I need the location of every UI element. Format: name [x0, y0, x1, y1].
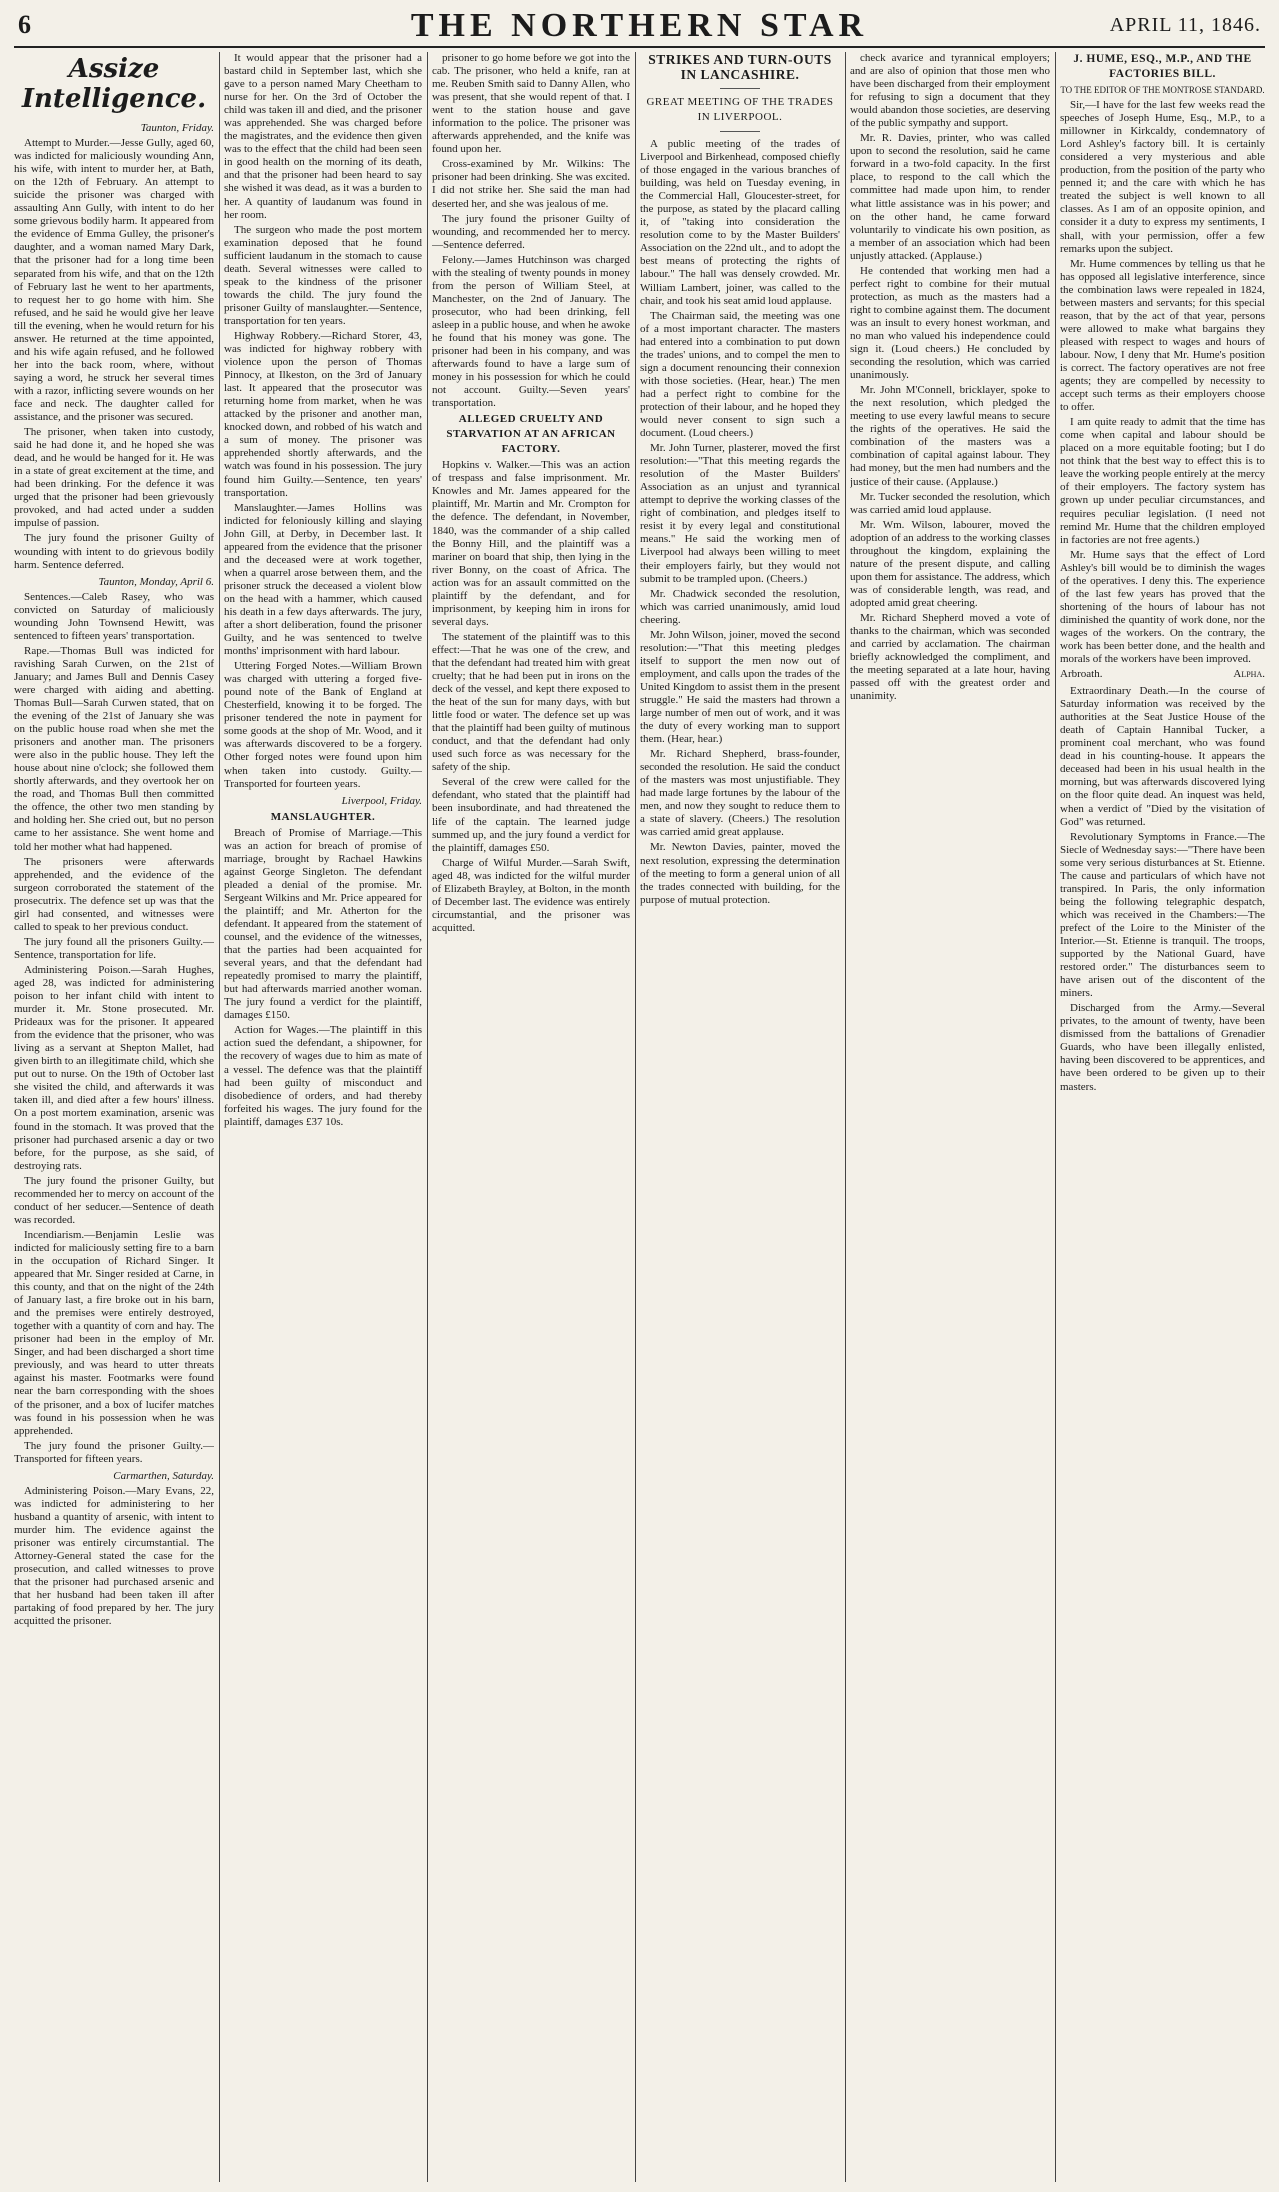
article-paragraph: Felony.—James Hutchinson was charged with the stealing of twenty pounds in money from the person of William Steel, at Manchester, on the 2nd of January. The prosecutor, who had been drinking, fell asleep in a public house, and when he awoke he found that his money was gone. The prisoner had been in his company, and was afterwards found to have a large sum of money in his possession for which he could not account. Guilty.—Seven years' transportation.: [432, 253, 630, 410]
article-paragraph: check avarice and tyrannical employers; and are also of opinion that those men who have been discharged from their employment for refusing to sign a document that they would abandon those societies, are deserving of the public sympathy and support.: [850, 52, 1050, 130]
article-paragraph: The statement of the plaintiff was to this effect:—That he was one of the crew, and that the defendant had treated him with great cruelty; that he had been put in irons on the deck of the vessel, and kept there exposed to the heat of the sun for many days, with but little food or water. The defence set up was that the plaintiff had been guilty of mutinous conduct, and that the defendant had only used such force as was necessary for the safety of the ship.: [432, 630, 630, 774]
article-paragraph: Mr. Wm. Wilson, labourer, moved the adoption of an address to the working classes throughout the kingdom, explaining the nature of the present dispute, and calling upon them for assistance. The address, which was of considerable length, was read, and adopted amid great cheering.: [850, 518, 1050, 609]
article-heading: ALLEGED CRUELTY AND STARVATION AT AN AFRICAN FACTORY.: [446, 413, 616, 456]
newspaper-title: THE NORTHERN STAR: [410, 7, 869, 44]
letter-place: Arbroath.: [1060, 668, 1103, 681]
article-paragraph: Mr. John Turner, plasterer, moved the first resolution:—"That this meeting regards the resolution of the Master Builders' Association as an unjust and tyrannical attempt to deprive the working classes of the right of combination, and pledges itself to resist it by every legal and constitutional means." He said the working men of Liverpool had always been willing to meet their employers fairly, but they would not submit to be trampled upon. (Cheers.): [640, 442, 840, 585]
article-paragraph: Action for Wages.—The plaintiff in this action sued the defendant, a shipowner, for the recovery of wages due to him as mate of a vessel. The defence was that the plaintiff had been guilty of misconduct and disobedience of orders, and had thereby forfeited his wages. The jury found for the plaintiff, damages £37 10s.: [224, 1024, 422, 1128]
article-paragraph: Several of the crew were called for the defendant, who stated that the plaintiff had been insubordinate, and had threatened the life of the captain. The learned judge summed up, and the jury found a verdict for the plaintiff, damages £50.: [432, 776, 630, 854]
dateline: Carmarthen, Saturday.: [113, 1469, 214, 1482]
dateline: Taunton, Friday.: [140, 122, 214, 134]
article-paragraph: Mr. John M'Connell, bricklayer, spoke to the next resolution, which pledged the meeting to use every lawful means to secure the rights of the operatives. He said the combination of the masters was a combination of capital against labour. They had money, but the men had numbers and the justice of their cause. (Applause.): [850, 384, 1050, 488]
dateline: Taunton, Monday, April 6.: [98, 575, 214, 588]
column-rule: [1055, 52, 1056, 2182]
article-heading: J. HUME, ESQ., M.P., AND THE FACTORIES BILL.: [1073, 53, 1252, 80]
column-1: [14, 52, 214, 2182]
letter-paragraph: Sir,—I have for the last few weeks read the speeches of Joseph Hume, Esq., M.P., to a millowner in Kirkcaldy, condemnatory of Lord Ashley's factory bill. It is certainly considered a very mysterious and able production, from the position of the party who penned it; and the care with which he has treated the subject is well known to all classes. As I am of an opposite opinion, and consider it a duty to express my sentiments, I shall, with your permission, offer a few remarks upon the subject.: [1060, 99, 1265, 255]
column-2: [224, 52, 422, 2182]
letter-signature: Alpha.: [1233, 668, 1265, 681]
column-3: [432, 52, 630, 2182]
article-paragraph: Sentences.—Caleb Rasey, who was convicted on Saturday of maliciously wounding John Townsend Hewitt, was sentenced to fifteen years' transportation.: [14, 590, 214, 642]
article-paragraph: Rape.—Thomas Bull was indicted for ravishing Sarah Curwen, on the 21st of January; and James Bull and Dennis Casey were charged with aiding and abetting. Thomas Bull—Sarah Curwen stated, that on the evening of the 21st of January she was on the public house road when she met the prisoners and another man. The prisoners were also in the public house. They left the house about nine o'clock; she followed them shortly afterwards, and they overtook her on the road, and Thomas Bull then committed the offence, the other two men standing by and holding her. She cried out, but no person came to her assistance. She went home and told her mother what had happened.: [14, 644, 214, 853]
article-paragraph: Extraordinary Death.—In the course of Saturday information was received by the authorities at the Seat Justice House of the death of Captain Hannibal Tucker, a prominent coal merchant, who was found dead in his counting-house. It appears the deceased had been in his usual health in the morning, but was afterwards discovered lying on the floor quite dead. An inquest was held, when a verdict of "Died by the visitation of God" was returned.: [1060, 685, 1265, 828]
article-paragraph: Mr. Chadwick seconded the resolution, which was carried unanimously, amid loud cheering.: [640, 587, 840, 626]
letter-paragraph: Mr. Hume says that the effect of Lord Ashley's bill would be to diminish the wages of the operatives. I deny this. The experience of the last few years has proved that the shortening of the hours of labour has not diminished the quantity of work done, nor the wages of the workers. On the contrary, the work has been better done, and the health and morals of the workers have been improved.: [1060, 548, 1265, 666]
columns: [14, 52, 1265, 2182]
article-paragraph: Revolutionary Symptoms in France.—The Siecle of Wednesday says:—"There have been some very serious disturbances at St. Etienne. The cause and particulars of which have not transpired. In Paris, the only information being the following telegraphic despatch, which was received in the Chambers:—The prefect of the Loire to the Minister of the Interior.—St. Etienne is tranquil. The troops, supported by the National Guard, have restored order." The disturbances seem to have arisen out of the discontent of the miners.: [1060, 830, 1265, 1000]
column-rule: [219, 52, 220, 2182]
newspaper-page: [14, 6, 1265, 2182]
article-paragraph: Incendiarism.—Benjamin Leslie was indicted for maliciously setting fire to a barn in the occupation of Richard Singer. It appeared that Mr. Singer resided at Carne, in this county, and that on the night of the 24th of January last, a fire broke out in his barn, and the premises were entirely destroyed, together with a quantity of corn and hay. The prisoner had been in the employ of Mr. Singer, and had been discharged a short time previously, and was heard to utter threats against his master. Footmarks were found near the barn corresponding with the shoes of the prisoner, and a box of lucifer matches was found in his possession when he was apprehended.: [14, 1228, 214, 1437]
article-paragraph: The Chairman said, the meeting was one of a most important character. The masters had entered into a combination to put down the trades' unions, and to compel the men to sign a document renouncing their connexion with those societies. (Hear, hear.) The men had a perfect right to combine for the protection of their labour, and he hoped they would never consent to sign such a document. (Loud cheers.): [640, 309, 840, 440]
page-number: 6: [18, 10, 31, 39]
column-4: [640, 52, 840, 2182]
article-paragraph: Uttering Forged Notes.—William Brown was charged with uttering a forged five-pound note of the Bank of England at Chesterfield, knowing it to be forged. The prisoner tendered the note in payment for some goods at the shop of Mr. Wood, and it was afterwards discovered to be a forgery. Other forged notes were found upon him when taken into custody. Guilty.—Transported for fourteen years.: [224, 660, 422, 790]
article-paragraph: Attempt to Murder.—Jesse Gully, aged 60, was indicted for maliciously wounding Ann, his wife, with intent to murder her, at Bath, on the 12th of February. An attempt to suicide the prisoner was charged with assaulting Ann Gully, with intent to do her some grievous bodily harm. It appeared from the evidence of Emma Gulley, the prisoner's daughter, and a woman named Mary Dark, that the prisoner had for a long time been separated from his wife, and that on the 12th of February last he went to her apartments, to request her to go home with him. She refused, and he said he would give her leave till the evening, when he would return for his answer. He returned at the time appointed, and his wife again refused, and he followed her into the back room, where, without saying a word, he struck her several times with a razor, inflicting severe wounds on her face and neck. The daughter called for assistance, and the prisoner was secured.: [14, 137, 214, 424]
article-paragraph: The jury found the prisoner Guilty, but recommended her to mercy on account of the conduct of her seducer.—Sentence of death was recorded.: [14, 1174, 214, 1226]
article-heading: STRIKES AND TURN-OUTS IN LANCASHIRE.: [648, 52, 832, 82]
article-paragraph: The jury found the prisoner Guilty of wounding with intent to do grievous bodily harm. Sentence deferred.: [14, 532, 214, 571]
article-paragraph: Mr. John Wilson, joiner, moved the second resolution:—"That this meeting pledges itself to support the men now out of employment, and calls upon the trades of the United Kingdom to assist them in the present struggle." He said the masters had thrown a large number of men out of work, and it was the duty of every working man to support them. (Hear, hear.): [640, 628, 840, 746]
article-subheading: TO THE EDITOR OF THE MONTROSE STANDARD.: [1060, 85, 1265, 95]
column-5: [850, 52, 1050, 2182]
letter-paragraph: Mr. Hume commences by telling us that he has opposed all legislative interference, since the combination laws were repealed in 1824, between masters and servants; for this special reason, that by the act of that year, persons were allowed to make what bargains they pleased with respect to wages and hours of labour. Now, I deny that Mr. Hume's position is correct. The factory operatives are not free agents; they are compelled by necessity to accept such terms as their employers choose to offer.: [1060, 257, 1265, 414]
article-paragraph: He contended that working men had a perfect right to combine for their mutual protection, as much as the masters had a right to combine against them. The document was an insult to every honest workman, and no man who valued his independence could sign it. (Loud cheers.) He concluded by seconding the resolution, which was carried unanimously.: [850, 264, 1050, 382]
article-paragraph: Mr. Richard Shepherd moved a vote of thanks to the chairman, which was seconded and carried by acclamation. The chairman briefly acknowledged the compliment, and the meeting separated at a late hour, having passed off with the greatest order and unanimity.: [850, 611, 1050, 703]
article-paragraph: The jury found all the prisoners Guilty.—Sentence, transportation for life.: [14, 935, 214, 961]
article-paragraph: Administering Poison.—Sarah Hughes, aged 28, was indicted for administering poison to her infant child with intent to murder it. Mr. Stone prosecuted. Mr. Prideaux was for the prisoner. It appeared from the evidence that the prisoner, who was living as a servant at Shepton Mallet, had given birth to an illegitimate child, which she put out to nurse. On the 19th of October last she visited the child, and afterwards it was taken ill, and died after a few hours' illness. On a post mortem examination, arsenic was found in the stomach. It was proved that the prisoner had purchased arsenic a day or two before, for the purpose, as she said, of destroying rats.: [14, 963, 214, 1172]
column-rule: [845, 52, 846, 2182]
article-paragraph: It would appear that the prisoner had a bastard child in September last, which she gave to a person named Mary Cheetham to nurse for her. On the 3rd of October the child was taken ill and died, and the prisoner was apprehended. She was charged before the magistrates, and the evidence then given was to the effect that the child had been seen in good health on the morning of its death, and that the prisoner had been heard to say she wished it was dead, as it was a burden to her. A quantity of laudanum was found in her room.: [224, 52, 422, 221]
column-6: [1060, 52, 1265, 2182]
article-heading: MANSLAUGHTER.: [270, 810, 376, 823]
article-paragraph: Charge of Wilful Murder.—Sarah Swift, aged 48, was indicted for the wilful murder of Elizabeth Brayley, at Bolton, in the month of December last. The evidence was entirely circumstantial, and the prisoner was acquitted.: [432, 856, 630, 934]
article-paragraph: A public meeting of the trades of Liverpool and Birkenhead, composed chiefly of those engaged in the various branches of building, was held on Tuesday evening, in the Commercial Hall, Gloucester-street, for the purpose, as stated by the placard calling it, of "taking into consideration the resolution come to by the Master Builders' Association on the 22nd ult., and to adopt the best means of protecting the rights of labour." The hall was densely crowded. Mr. William Lambert, joiner, was called to the chair, and took his seat amid loud applause.: [640, 138, 840, 307]
article-subheading: GREAT MEETING OF THE TRADES IN LIVERPOOL.: [646, 96, 834, 123]
article-paragraph: Administering Poison.—Mary Evans, 22, was indicted for administering to her husband a quantity of arsenic, with intent to murder him. The evidence against the prisoner was entirely circumstantial. The Attorney-General stated the case for the prosecution, and called witnesses to prove that the prisoner had purchased arsenic and that her husband had been taken ill after partaking of food prepared by her. The jury acquitted the prisoner.: [14, 1484, 214, 1628]
masthead: [14, 6, 1265, 48]
letter-paragraph: I am quite ready to admit that the time has come when capital and labour should be placed on a more equitable footing; but I do not think that the best way to effect this is to leave the working people entirely at the mercy of their employers. The factory system has grown up under peculiar circumstances, and requires peculiar legislation. (I need not remind Mr. Hume that the children employed in factories are not free agents.): [1060, 416, 1265, 546]
article-paragraph: The jury found the prisoner Guilty of wounding, and recommended her to mercy.—Sentence deferred.: [432, 212, 630, 251]
column-rule: [635, 52, 636, 2182]
article-paragraph: The prisoners were afterwards apprehended, and the evidence of the surgeon corroborated the statement of the prosecutrix. The defence set up was that the girl had consented, and witnesses were called to speak to her previous conduct.: [14, 855, 214, 933]
article-paragraph: Discharged from the Army.—Several privates, to the amount of twenty, have been dismissed from the battalions of Grenadier Guards, who have been illegally enlisted, having been discovered to be apprentices, and have been ordered to be given up to their masters.: [1060, 1002, 1265, 1093]
article-paragraph: Mr. R. Davies, printer, who was called upon to second the resolution, said he came forward in a two-fold capacity. In the first place, to respond to the call which the committee had made upon him, to render what little assistance was in his power; and on the other hand, he came forward voluntarily to vindicate his own position, as a member of an association which had been unjustly attacked. (Applause.): [850, 132, 1050, 262]
article-paragraph: The prisoner, when taken into custody, said he had done it, and he hoped she was dead, and he would be hanged for it. He was in a state of great excitement at the time, and had been drinking. For the defence it was urged that the prisoner had been grievously provoked, and had acted under a sudden impulse of passion.: [14, 426, 214, 530]
issue-date: APRIL 11, 1846.: [1109, 14, 1261, 36]
article-paragraph: Mr. Newton Davies, painter, moved the next resolution, expressing the determination of the meeting to form a general union of all the trades connected with building, for the purpose of mutual protection.: [640, 841, 840, 906]
article-paragraph: The surgeon who made the post mortem examination deposed that he found sufficient laudanum in the stomach to cause death. Several witnesses were called to speak to the kindness of the prisoner towards the child. The jury found the prisoner Guilty of manslaughter.—Sentence, transportation for ten years.: [224, 223, 422, 327]
article-paragraph: Mr. Tucker seconded the resolution, which was carried amid loud applause.: [850, 490, 1050, 516]
column-rule: [427, 52, 428, 2182]
article-paragraph: Hopkins v. Walker.—This was an action of trespass and false imprisonment. Mr. Knowles and Mr. James appeared for the plaintiff, Mr. Martin and Mr. Crompton for the defence. The defendant, in November, 1840, was the commander of a ship called the Bonny Hill, and the plaintiff was a mariner on board that ship, then lying in the river Bonny, on the coast of Africa. The action was for an assault committed on the plaintiff by the defendant, and for imprisonment, by keeping him in irons for several days.: [432, 459, 630, 628]
dateline: Liverpool, Friday.: [341, 794, 422, 807]
article-paragraph: Highway Robbery.—Richard Storer, 43, was indicted for highway robbery with violence upon the person of Thomas Pinnocy, at Ilkeston, on the 3rd of January last. It appeared that the prosecutor was returning home from market, when he was attacked by the prisoner and another man, knocked down, and robbed of his watch and a sum of money. The prisoner was apprehended shortly afterwards, and the watch was found in his possession. The jury found him Guilty.—Sentence, ten years' transportation.: [224, 329, 422, 499]
article-paragraph: The jury found the prisoner Guilty.—Transported for fifteen years.: [14, 1439, 214, 1465]
section-title-assize: Assize Intelligence.: [21, 54, 207, 114]
article-paragraph: Cross-examined by Mr. Wilkins: The prisoner had been drinking. She was excited. I did not strike her. She said the man had deserted her, and she was jealous of me.: [432, 158, 630, 210]
article-paragraph: prisoner to go home before we got into the cab. The prisoner, who held a knife, ran at me. Reuben Smith said to Danny Allen, who was present, that she would repent of that. I went to the station house and gave information to the police. The prisoner was afterwards apprehended, and the knife was found upon her.: [432, 52, 630, 156]
article-paragraph: Manslaughter.—James Hollins was indicted for feloniously killing and slaying John Gill, at Derby, in December last. It appeared from the evidence that the prisoner and the deceased were at work together, when a quarrel arose between them, and the prisoner struck the deceased a violent blow on the head with a hammer, which caused his death in a few days afterwards. The jury, after a short deliberation, found the prisoner Guilty, and he was sentenced to twelve months' imprisonment with hard labour.: [224, 501, 422, 658]
article-paragraph: Mr. Richard Shepherd, brass-founder, seconded the resolution. He said the conduct of the masters was most unjustifiable. They had made large fortunes by the labour of the men, and now they sought to reduce them to a state of slavery. (Cheers.) The resolution was carried amid great applause.: [640, 748, 840, 839]
article-paragraph: Breach of Promise of Marriage.—This was an action for breach of promise of marriage, brought by Rachael Hawkins against George Singleton. The defendant pleaded a denial of the promise. Mr. Sergeant Wilkins and Mr. Price appeared for the plaintiff; and Mr. Atherton for the defendant. It appeared from the statement of counsel, and the evidence of the witnesses, that the parties had been acquainted for several years, and that the defendant had repeatedly promised to marry the plaintiff, but had afterwards married another woman. The jury found a verdict for the plaintiff, damages £150.: [224, 826, 422, 1022]
